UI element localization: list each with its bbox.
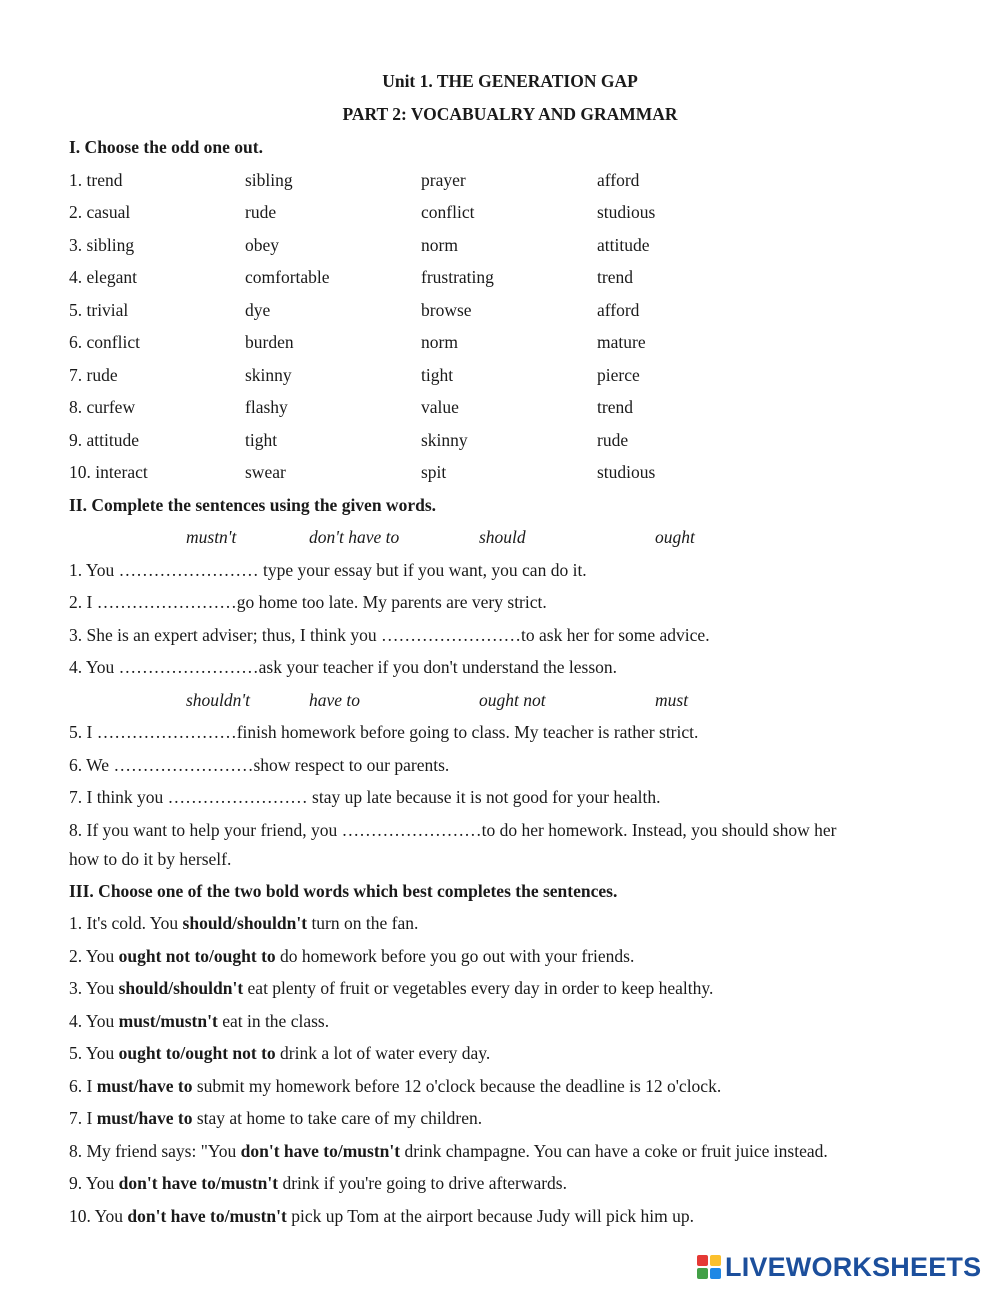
word-option: 2. casual [69,202,131,222]
sentence-end: stay at home to take care of my children. [192,1108,483,1128]
brand-name: LIVEWORKSHEETS [725,1251,982,1282]
word-option: browse [421,300,472,320]
sentence-start: 2. You [69,946,119,966]
sentence-start: 1. It's cold. You [69,913,183,933]
word-option: 8. curfew [69,397,136,417]
choice-sentence [69,1140,828,1162]
sentence-end: submit my homework before 12 o'clock because the deadline is 12 o'clock. [192,1076,722,1096]
word-bank-2 [0,689,1000,711]
word-option: studious [597,202,656,222]
word-bank-word: don't have to [309,527,400,547]
word-option: norm [421,235,458,255]
odd-one-out-row [0,169,1000,191]
sentence-end: pick up Tom at the airport because Judy will pick him up. [286,1206,695,1226]
word-bank-word: shouldn't [186,690,251,710]
bold-choice: must/have to [96,1108,193,1128]
word-bank-word: have to [309,690,361,710]
gap-sentence: 8. If you want to help your friend, you ……………………to do her homework. Instead, you should show her [69,820,837,840]
section-2-heading: II. Complete the sentences using the given words. [69,495,437,515]
choice-sentence [69,1107,482,1129]
word-bank-word: ought not [479,690,546,710]
choice-sentence [69,1010,329,1032]
sentence-end: drink a lot of water every day. [275,1043,491,1063]
sentence-start: 7. I [69,1108,97,1128]
word-option: flashy [245,397,288,417]
word-option: skinny [421,430,468,450]
gap-sentence: 4. You ……………………ask your teacher if you don't understand the lesson. [69,657,618,677]
word-option: dye [245,300,271,320]
word-option: rude [245,202,277,222]
word-bank-word: should [479,527,526,547]
word-option: sibling [245,170,293,190]
sentence-start: 5. You [69,1043,119,1063]
sentence-end: eat plenty of fruit or vegetables every day in order to keep healthy. [243,978,714,998]
odd-one-out-row [0,331,1000,353]
word-option: value [421,397,459,417]
word-option: mature [597,332,646,352]
gap-sentence-continued: how to do it by herself. [69,849,232,869]
choice-sentence [69,1172,567,1194]
sentence-start: 8. My friend says: "You [69,1141,241,1161]
word-option: obey [245,235,280,255]
word-option: attitude [597,235,650,255]
choice-sentence [69,1075,721,1097]
word-option: 9. attitude [69,430,139,450]
word-option: 4. elegant [69,267,138,287]
word-option: 5. trivial [69,300,129,320]
word-option: pierce [597,365,640,385]
word-option: comfortable [245,267,330,287]
word-option: 10. interact [69,462,148,482]
word-option: 3. sibling [69,235,135,255]
sentence-end: do homework before you go out with your friends. [275,946,635,966]
word-option: norm [421,332,458,352]
sentence-start: 4. You [69,1011,119,1031]
word-option: tight [421,365,454,385]
bold-choice: ought not to/ought to [118,946,276,966]
word-bank-word: must [655,690,689,710]
gap-sentence: 5. I ……………………finish homework before going to class. My teacher is rather strict. [69,722,699,742]
sentence-end: eat in the class. [217,1011,330,1031]
gap-sentence: 6. We ……………………show respect to our parents. [69,755,450,775]
section-3-heading: III. Choose one of the two bold words which best completes the sentences. [69,881,618,901]
sentence-start: 3. You [69,978,119,998]
word-bank-word: mustn't [186,527,237,547]
word-option: trend [597,267,633,287]
word-option: prayer [421,170,466,190]
odd-one-out-row [0,234,1000,256]
sentence-end: drink if you're going to drive afterwards. [278,1173,567,1193]
bold-choice: should/shouldn't [118,978,244,998]
word-bank-word: ought [655,527,695,547]
word-option: trend [597,397,633,417]
word-option: studious [597,462,656,482]
logo-mark-icon [697,1255,721,1279]
odd-one-out-row [0,201,1000,223]
word-option: spit [421,462,447,482]
sentence-end: turn on the fan. [307,913,419,933]
word-option: tight [245,430,278,450]
word-option: burden [245,332,294,352]
gap-sentence: 1. You …………………… type your essay but if you want, you can do it. [69,560,587,580]
word-option: rude [597,430,629,450]
sentence-start: 9. You [69,1173,119,1193]
word-bank-1 [0,526,1000,548]
word-option: frustrating [421,267,494,287]
choice-sentence [69,912,418,934]
word-option: skinny [245,365,292,385]
section-1-heading: I. Choose the odd one out. [69,137,263,157]
bold-choice: don't have to/mustn't [127,1206,287,1226]
odd-one-out-row [0,396,1000,418]
gap-sentence: 3. She is an expert adviser; thus, I think you ……………………to ask her for some advice. [69,625,710,645]
word-option: swear [245,462,286,482]
odd-one-out-row [0,299,1000,321]
word-option: afford [597,300,640,320]
bold-choice: must/have to [96,1076,193,1096]
gap-sentence: 7. I think you …………………… stay up late because it is not good for your health. [69,787,661,807]
odd-one-out-row [0,266,1000,288]
choice-sentence [69,1042,490,1064]
sentence-start: 10. You [69,1206,128,1226]
bold-choice: should/shouldn't [182,913,308,933]
choice-sentence [69,977,713,999]
word-option: 6. conflict [69,332,140,352]
odd-one-out-row [0,461,1000,483]
odd-one-out-row [0,364,1000,386]
page-title: Unit 1. THE GENERATION GAP [382,71,638,91]
word-option: 7. rude [69,365,118,385]
bold-choice: don't have to/mustn't [240,1141,401,1161]
choice-sentence [69,1205,694,1227]
gap-sentence: 2. I ……………………go home too late. My parents are very strict. [69,592,547,612]
liveworksheets-logo [697,1252,981,1282]
word-option: afford [597,170,640,190]
bold-choice: don't have to/mustn't [118,1173,279,1193]
odd-one-out-row [0,429,1000,451]
sentence-start: 6. I [69,1076,97,1096]
word-option: conflict [421,202,475,222]
bold-choice: must/mustn't [118,1011,218,1031]
choice-sentence [69,945,634,967]
bold-choice: ought to/ought not to [118,1043,276,1063]
word-option: 1. trend [69,170,123,190]
sentence-end: drink champagne. You can have a coke or fruit juice instead. [400,1141,828,1161]
part-title: PART 2: VOCABUALRY AND GRAMMAR [342,104,678,124]
